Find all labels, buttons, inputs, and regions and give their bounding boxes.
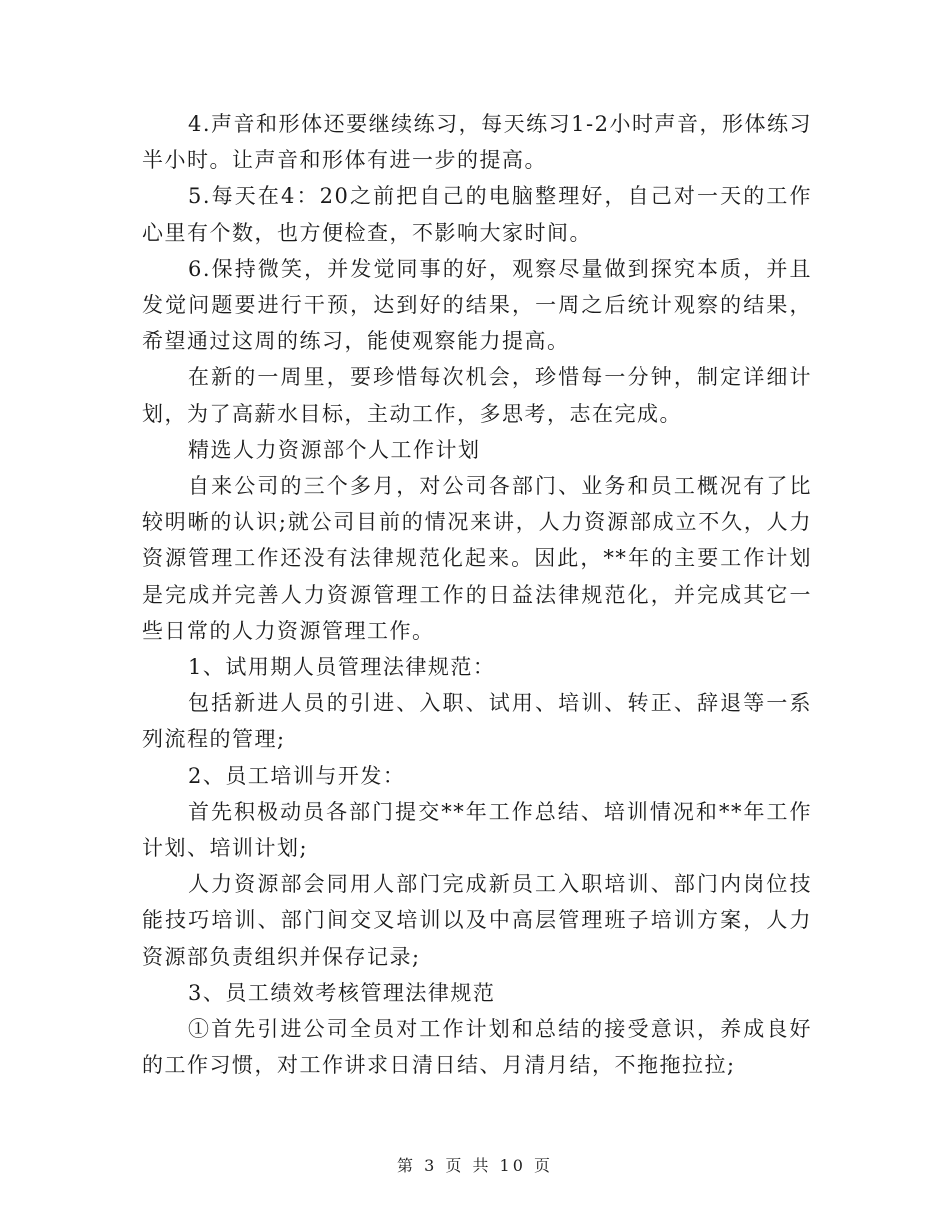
heading-probation-management: 1、试用期人员管理法律规范： xyxy=(188,655,496,680)
document-body xyxy=(142,106,812,1083)
section-title: 精选人力资源部个人工作计划 xyxy=(188,437,481,462)
paragraph-training-scheme: 人力资源部会同用人部门完成新员工入职培训、部门内岗位技能技巧培训、部门间交叉培训以及中高层管理班子培训方案，人力资源部负责组织并保存记录; xyxy=(142,872,812,969)
heading-training-development: 2、员工培训与开发： xyxy=(188,763,406,788)
paragraph-item-4: 4.声音和形体还要继续练习，每天练习1-2小时声音，形体练习半小时。让声音和形体有进一步的提高。 xyxy=(142,112,812,173)
paragraph-probation-detail: 包括新进人员的引进、入职、试用、培训、转正、辞退等一系列流程的管理; xyxy=(142,691,812,752)
paragraph-item-6: 6.保持微笑，并发觉同事的好，观察尽量做到探究本质，并且发觉问题要进行干预，达到好的结果，一周之后统计观察的结果，希望通过这周的练习，能使观察能力提高。 xyxy=(142,256,812,354)
page-indicator: 第 3 页 共 10 页 xyxy=(397,1156,553,1175)
paragraph-training-plan: 首先积极动员各部门提交**年工作总结、培训情况和**年工作计划、培训计划; xyxy=(142,799,812,861)
paragraph-weekly-summary: 在新的一周里，要珍惜每次机会，珍惜每一分钟，制定详细计划，为了高薪水目标，主动工作，多思考，志在完成。 xyxy=(142,365,812,426)
paragraph-item-5: 5.每天在4：20之前把自己的电脑整理好，自己对一天的工作心里有个数，也方便检查，不影响大家时间。 xyxy=(142,184,812,245)
paragraph-performance-detail: ①首先引进公司全员对工作计划和总结的接受意识，养成良好的工作习惯，对工作讲求日清日结、月清月结，不拖拖拉拉; xyxy=(142,1017,812,1078)
paragraph-intro: 自来公司的三个多月，对公司各部门、业务和员工概况有了比较明晰的认识;就公司目前的情况来讲，人力资源部成立不久，人力资源管理工作还没有法律规范化起来。因此，**年的主要工作计划是完成并完善人力资源管理工作的日益法律规范化，并完成其它一些日常的人力资源管理工作。 xyxy=(142,474,812,643)
heading-performance-assessment: 3、员工绩效考核管理法律规范 xyxy=(188,980,496,1005)
